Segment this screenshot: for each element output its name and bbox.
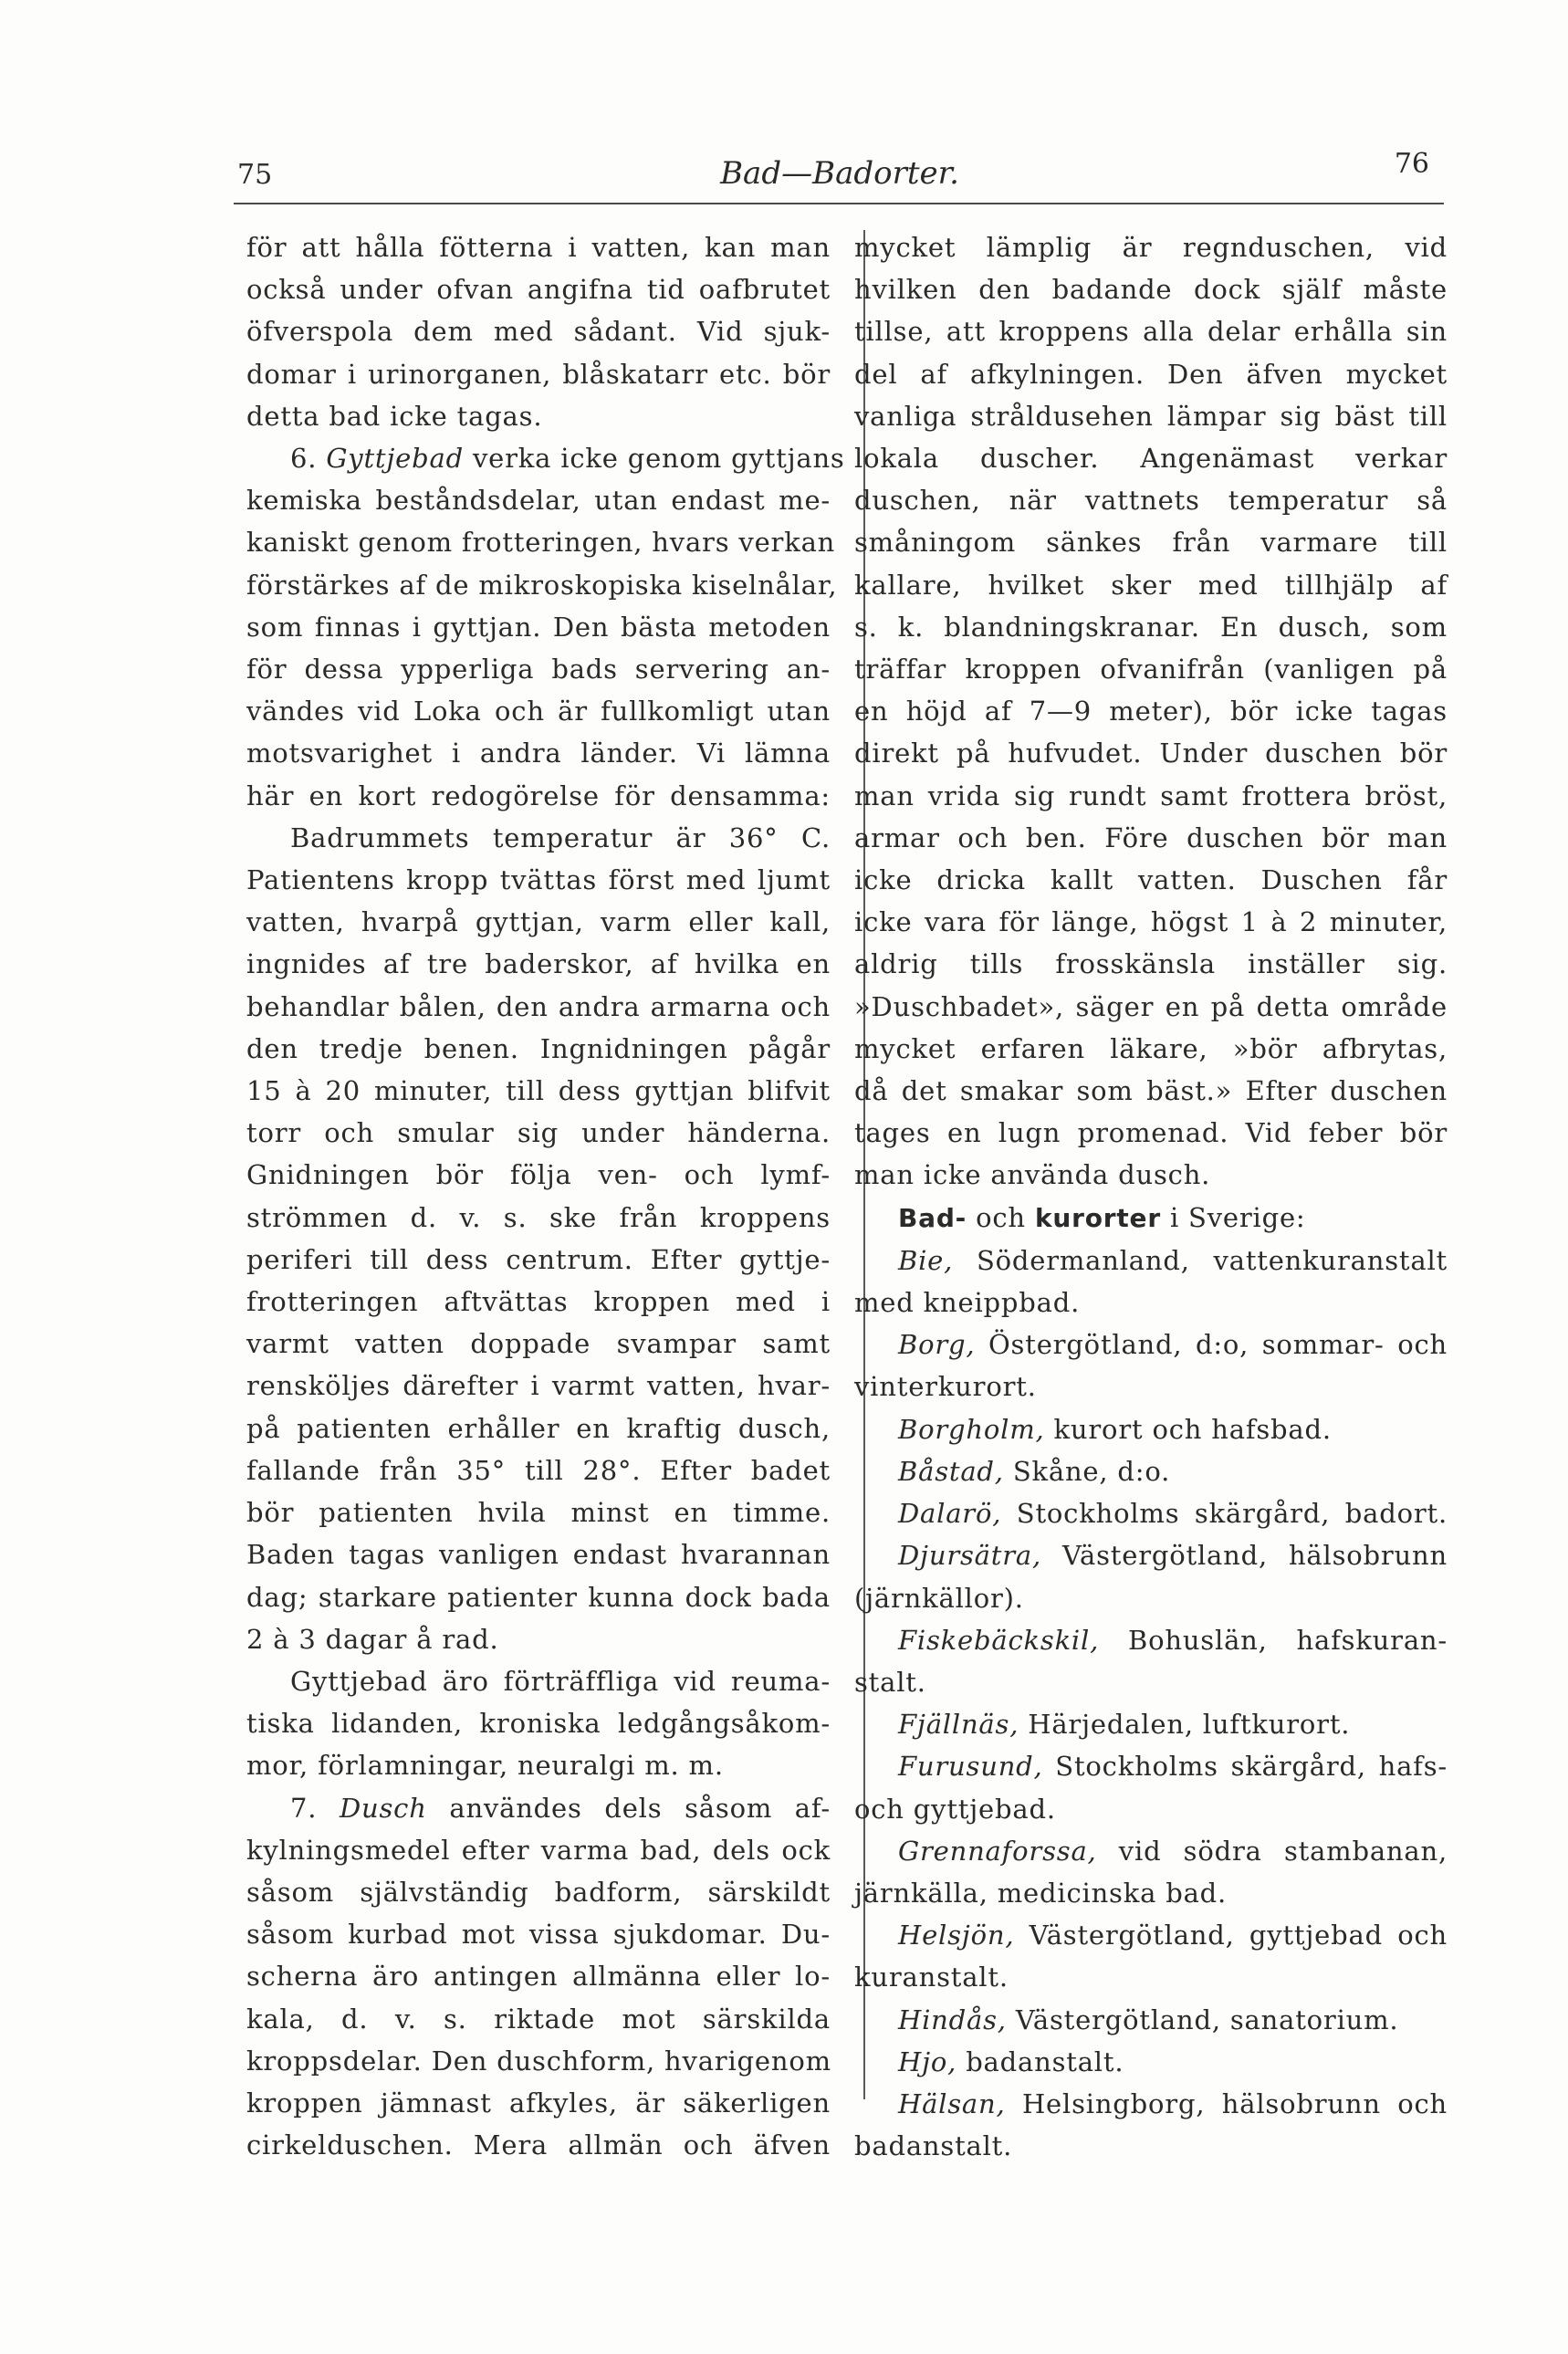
text-line — [246, 1491, 831, 1533]
line-text: Baden tagas vanligen endast hvarannan — [246, 1539, 831, 1571]
text-line — [246, 437, 845, 479]
line-text: tiska lidanden, kroniska ledgångsåkom- — [246, 1708, 831, 1740]
text-line — [854, 310, 1448, 352]
text-line — [246, 1407, 831, 1449]
text-line — [854, 1197, 1448, 1240]
line-text: kroppsdelar. Den duschform, hvarigenom — [246, 2045, 831, 2077]
italic-term: Helsjön, — [898, 1920, 1015, 1951]
line-text: 2 à 3 dagar å rad. — [246, 1623, 499, 1655]
line-text: kylningsmedel efter varma bad, dels ock — [246, 1834, 831, 1866]
line-text: stalt. — [854, 1666, 926, 1698]
line-text: kemiska beståndsdelar, utan endast me- — [246, 485, 831, 517]
running-title: Bad—Badorter. — [720, 155, 959, 192]
text-line — [854, 606, 1448, 648]
line-text: förstärkes af de mikroskopiska kiselnålar, — [246, 569, 838, 601]
text-line — [854, 226, 1448, 268]
text-line — [854, 1240, 1448, 1282]
line-text: Södermanland, vattenkuranstalt — [953, 1244, 1448, 1276]
line-text: såsom kurbad mot vissa sjukdomar. Du- — [246, 1919, 831, 1951]
line-text: icke vara för länge, högst 1 à 2 minuter, — [854, 906, 1448, 938]
line-text: Östergötland, d:o, sommar- och — [975, 1329, 1448, 1361]
text-line — [246, 859, 831, 901]
line-text: rensköljes därefter i varmt vatten, hvar- — [246, 1370, 831, 1402]
text-line — [246, 1323, 831, 1365]
line-text: för att hålla fötterna i vatten, kan man — [246, 232, 831, 263]
text-line — [246, 226, 831, 268]
text-line — [246, 732, 831, 774]
text-line — [854, 1365, 1448, 1407]
line-text: tages en lugn promenad. Vid feber bör — [854, 1117, 1448, 1149]
right-column — [854, 226, 1448, 2167]
text-line — [246, 1112, 831, 1154]
line-text: periferi till dess centrum. Efter gyttje- — [246, 1243, 831, 1275]
text-line — [246, 1618, 831, 1660]
text-line — [246, 1871, 831, 1913]
text-line — [246, 606, 831, 648]
italic-term: Fjällnäs, — [898, 1709, 1019, 1741]
line-text: Badrummets temperatur är 36° C. — [290, 821, 831, 853]
heading-rest: i Sverige: — [1160, 1201, 1306, 1233]
line-text: kroppen jämnast afkyles, är säkerligen — [246, 2087, 831, 2119]
line-text: mycket lämplig är regnduschen, vid — [854, 232, 1448, 263]
line-text: träffar kroppen ofvanifrån (vanligen på — [854, 654, 1448, 685]
text-line — [246, 648, 831, 690]
line-text: torr och smular sig under händerna. — [246, 1117, 831, 1149]
line-text: Gyttjebad äro förträffliga vid reuma- — [290, 1665, 831, 1697]
text-line — [854, 1661, 1448, 1703]
line-text: Västergötland, sanatorium. — [1006, 2004, 1399, 2035]
text-line — [246, 1955, 831, 1997]
line-text: Helsingborg, hälsobrunn och — [1005, 2087, 1448, 2119]
line-text: bör patienten hvila minst en timme. — [246, 1497, 831, 1529]
italic-term: Borg, — [898, 1329, 976, 1361]
line-text: motsvarighet i andra länder. Vi lämna — [246, 738, 831, 769]
text-line — [246, 1239, 831, 1281]
line-text: »Duschbadet», säger en på detta område — [854, 990, 1448, 1022]
text-line — [854, 268, 1448, 310]
italic-term: Hälsan, — [898, 2087, 1006, 2119]
text-line — [854, 775, 1448, 817]
text-line — [246, 1070, 831, 1112]
line-text: s. k. blandningskranar. En dusch, som — [854, 611, 1448, 643]
page-number-left: 75 — [237, 159, 273, 191]
italic-term: Grennaforssa, — [898, 1835, 1097, 1867]
line-text: Stockholms skärgård, hafs- — [1042, 1751, 1448, 1783]
line-text: man vrida sig rundt samt frottera bröst, — [854, 779, 1448, 811]
section-heading-kurorter: kurorter — [1034, 1202, 1161, 1233]
text-line — [854, 1619, 1448, 1661]
text-line — [246, 1449, 831, 1491]
left-column — [246, 226, 845, 2166]
line-text: vinterkurort. — [854, 1371, 1037, 1403]
line-text: Stockholms skärgård, badort. — [1001, 1498, 1448, 1530]
line-text: lokala duscher. Angenämast verkar — [854, 443, 1448, 475]
line-text: direkt på hufvudet. Under duschen bör — [854, 738, 1448, 769]
text-line — [854, 353, 1448, 395]
line-text: mor, förlamningar, neuralgi m. m. — [246, 1750, 724, 1782]
line-text: Skåne, d:o. — [1003, 1455, 1171, 1487]
line-text: också under ofvan angifna tid oafbrutet — [246, 274, 831, 306]
text-line — [854, 1956, 1448, 1998]
text-line — [854, 1703, 1448, 1745]
text-line — [246, 2040, 831, 2082]
line-text: detta bad icke tagas. — [246, 400, 543, 432]
text-line — [854, 2041, 1448, 2083]
italic-term: Fiskebäckskil, — [898, 1624, 1100, 1656]
line-text: småningom sänkes från varmare till — [854, 527, 1448, 559]
line-text: Västergötland, gyttjebad och — [1014, 1920, 1448, 1951]
line-text: mycket erfaren läkare, »bör afbrytas, — [854, 1032, 1448, 1064]
italic-term: Furusund, — [898, 1751, 1043, 1783]
line-text: aldrig tills frosskänsla inställer sig. — [854, 948, 1448, 980]
text-line — [246, 1576, 831, 1618]
text-line — [854, 2083, 1448, 2125]
text-line — [246, 479, 831, 521]
line-text: fallande från 35° till 28°. Efter badet — [246, 1454, 831, 1486]
line-text: här en kort redogörelse för densamma: — [246, 779, 831, 811]
line-text: cirkelduschen. Mera allmän och äfven — [246, 2129, 831, 2161]
line-text: frotteringen aftvättas kroppen med i — [246, 1286, 831, 1318]
line-text: 15 à 20 minuter, till dess gyttjan blifvit — [246, 1075, 831, 1107]
line-text: Västergötland, hälsobrunn — [1040, 1540, 1448, 1572]
text-line — [854, 1028, 1448, 1070]
text-line — [854, 1914, 1448, 1956]
text-line — [246, 1365, 831, 1407]
text-line — [854, 1450, 1448, 1492]
line-text: tillse, att kroppens alla delar erhålla sin — [854, 316, 1448, 348]
line-text: badanstalt. — [956, 2045, 1124, 2077]
text-line — [246, 1787, 831, 1829]
text-line — [854, 437, 1448, 479]
text-line — [246, 353, 831, 395]
text-line — [246, 901, 831, 943]
text-line — [854, 521, 1448, 563]
text-line — [246, 690, 831, 732]
line-text: kuranstalt. — [854, 1962, 1009, 1993]
page-header — [237, 146, 1442, 201]
line-text: domar i urinorganen, blåskatarr etc. bör — [246, 358, 831, 390]
text-line — [854, 817, 1448, 859]
text-line — [854, 732, 1448, 774]
line-text: kaniskt genom frotteringen, hvars verkan — [246, 527, 836, 559]
text-line — [246, 1660, 831, 1702]
line-text: vändes vid Loka och är fullkomligt utan — [246, 696, 831, 727]
line-text: för dessa ypperliga bads servering an- — [246, 654, 831, 685]
line-text: med kneippbad. — [854, 1287, 1081, 1319]
text-line — [854, 1112, 1448, 1154]
line-text: duschen, när vattnets temperatur så — [854, 485, 1448, 517]
text-line — [246, 310, 831, 352]
item-number: 7. — [290, 1792, 318, 1824]
line-text: dag; starkare patienter kunna dock bada — [246, 1581, 831, 1613]
text-line — [854, 1154, 1448, 1196]
text-line — [854, 986, 1448, 1028]
line-text: vanliga stråldusehen lämpar sig bäst till — [854, 400, 1448, 432]
line-text: badanstalt. — [854, 2130, 1013, 2162]
line-text: del af afkylningen. Den äfven mycket — [854, 358, 1448, 390]
text-line — [854, 1788, 1448, 1830]
text-line — [854, 1745, 1448, 1787]
line-text: då det smakar som bäst.» Efter duschen — [854, 1075, 1448, 1107]
line-text: varmt vatten doppade svampar samt — [246, 1328, 831, 1360]
line-text: strömmen d. v. s. ske från kroppens — [246, 1201, 831, 1233]
italic-term: Dalarö, — [898, 1498, 1002, 1530]
line-text: en höjd af 7—9 meter), bör icke tagas — [854, 696, 1448, 727]
text-line — [246, 775, 831, 817]
line-text: hvilken den badande dock själf måste — [854, 274, 1448, 306]
italic-term: Borgholm, — [898, 1413, 1045, 1445]
line-text: som finnas i gyttjan. Den bästa metoden — [246, 611, 831, 643]
text-line — [854, 943, 1448, 985]
line-text: Härjedalen, luftkurort. — [1019, 1709, 1351, 1741]
text-line — [246, 564, 838, 606]
section-heading-bad: Bad- — [898, 1202, 967, 1233]
line-text: på patienten erhåller en kraftig dusch, — [246, 1412, 831, 1444]
line-text: kala, d. v. s. riktade mot särskilda — [246, 2003, 831, 2035]
text-line — [246, 1281, 831, 1323]
text-line — [854, 1830, 1448, 1872]
line-text: behandlar bålen, den andra armarna och — [246, 990, 831, 1022]
line-text: scherna äro antingen allmänna eller lo- — [246, 1961, 831, 1993]
line-text: Bohuslän, hafskuran- — [1099, 1624, 1448, 1656]
item-number: 6. — [290, 443, 318, 475]
line-text: verka icke genom gyttjans — [463, 443, 845, 475]
text-line — [246, 943, 831, 985]
text-line — [854, 1492, 1448, 1534]
line-text: den tredje benen. Ingnidningen pågår — [246, 1032, 831, 1064]
header-rule — [234, 203, 1444, 204]
text-line — [246, 1702, 831, 1744]
page-number-right: 76 — [1394, 148, 1429, 180]
line-text: kallare, hvilket sker med tillhjälp af — [854, 569, 1448, 601]
italic-term: Hjo, — [898, 2045, 957, 2077]
italic-term: Hindås, — [898, 2004, 1007, 2035]
italic-term: Dusch — [339, 1792, 427, 1824]
heading-joiner: och — [967, 1201, 1035, 1233]
text-line — [854, 479, 1448, 521]
text-line — [854, 395, 1448, 437]
text-line — [246, 2082, 831, 2124]
line-text: armar och ben. Före duschen bör man — [854, 821, 1448, 853]
text-line — [854, 1282, 1448, 1323]
text-line — [854, 1323, 1448, 1365]
text-line — [246, 1829, 831, 1871]
text-line — [854, 2125, 1448, 2167]
text-line — [246, 395, 831, 437]
text-line — [854, 564, 1448, 606]
line-text: Gnidningen bör följa ven- och lymf- — [246, 1159, 831, 1191]
text-line — [246, 1533, 831, 1575]
line-text: såsom självständig badform, särskildt — [246, 1876, 831, 1908]
text-line — [246, 268, 831, 310]
line-text: vatten, hvarpå gyttjan, varm eller kall, — [246, 906, 831, 938]
italic-term: Bie, — [898, 1244, 954, 1276]
italic-term: Gyttjebad — [326, 443, 464, 475]
text-line — [854, 1577, 1448, 1619]
line-text: man icke använda dusch. — [854, 1159, 1211, 1191]
text-line — [246, 1028, 831, 1070]
line-text: järnkälla, medicinska bad. — [854, 1877, 1228, 1909]
line-text: ingnides af tre baderskor, af hvilka en — [246, 948, 831, 980]
line-text: kurort och hafsbad. — [1044, 1413, 1332, 1445]
text-line — [854, 1408, 1448, 1450]
line-text: (järnkällor). — [854, 1582, 1024, 1614]
text-line — [854, 901, 1448, 943]
text-line — [854, 1872, 1448, 1914]
text-line — [854, 1534, 1448, 1576]
text-line — [246, 986, 831, 1028]
line-text: användes dels såsom af- — [426, 1792, 831, 1824]
text-line — [246, 1913, 831, 1955]
text-line — [246, 817, 831, 859]
text-line — [246, 1998, 831, 2040]
line-text: vid södra stambanan, — [1096, 1835, 1448, 1867]
italic-term: Båstad, — [898, 1455, 1004, 1487]
text-line — [246, 521, 836, 563]
line-text: icke dricka kallt vatten. Duschen får — [854, 864, 1448, 896]
text-line — [246, 1197, 831, 1239]
line-text: Patientens kropp tvättas först med ljumt — [246, 864, 831, 896]
text-line — [854, 648, 1448, 690]
text-line — [854, 859, 1448, 901]
italic-term: Djursätra, — [898, 1540, 1041, 1572]
text-line — [854, 690, 1448, 732]
text-line — [246, 2124, 831, 2166]
text-line — [246, 1154, 831, 1196]
text-line — [854, 1999, 1448, 2041]
text-line — [246, 1744, 831, 1786]
line-text: öfverspola dem med sådant. Vid sjuk- — [246, 316, 831, 348]
line-text: och gyttjebad. — [854, 1793, 1056, 1825]
text-line — [854, 1070, 1448, 1112]
